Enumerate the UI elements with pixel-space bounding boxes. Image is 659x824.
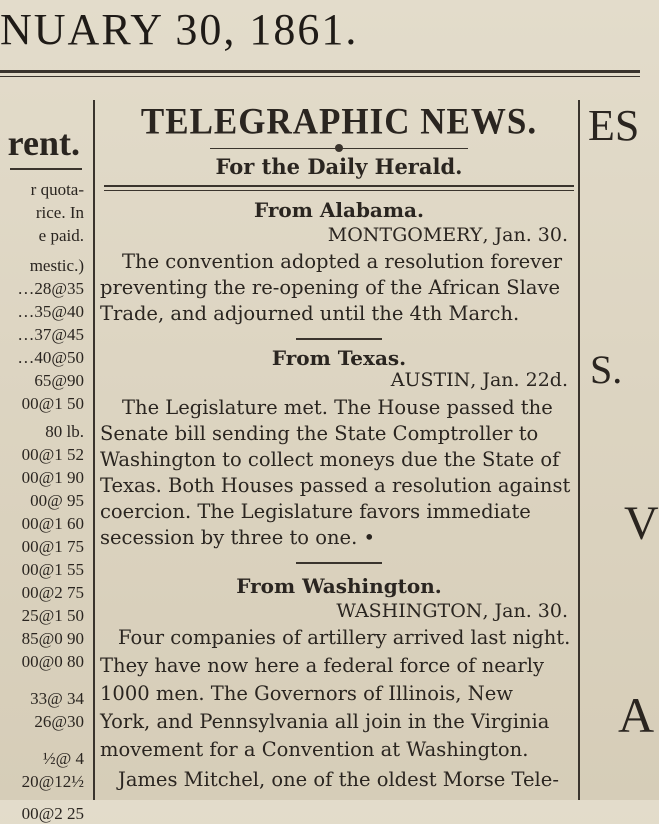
dateline-austin — [391, 369, 568, 391]
header-rule — [0, 70, 640, 73]
headline-fragment: A — [618, 687, 655, 743]
right-column-fragment — [580, 96, 659, 800]
list-item: …37@45 — [17, 325, 84, 344]
date-text: , Jan. 30. — [482, 224, 568, 246]
list-item: 33@ 34 — [30, 689, 84, 708]
list-item: 00@1 50 — [21, 394, 84, 413]
text-line: The convention adopted a resolution forever — [122, 250, 563, 273]
text-line: secession by three to one. • — [100, 526, 375, 549]
list-item: 25@1 50 — [21, 606, 84, 625]
list-item: e paid. — [38, 226, 84, 245]
text-line: preventing the re-opening of the African Slave — [100, 276, 561, 299]
section-title-washington: From Washington. — [236, 574, 442, 598]
text-line: They have now here a federal force of nearly — [100, 654, 544, 677]
list-item: 00@ 95 — [30, 491, 84, 510]
text-line: Washington to collect moneys due the State of — [100, 448, 560, 471]
dateline-montgomery — [328, 224, 568, 246]
place-name: WASHINGTON — [336, 600, 483, 622]
list-item: 00@2 75 — [21, 583, 84, 602]
section-title-texas: From Texas. — [271, 346, 407, 370]
text-line: York, and Pennsylvania all join in the Virginia — [100, 710, 550, 733]
section-title-alabama: From Alabama. — [254, 198, 424, 222]
list-item: r quota- — [30, 180, 84, 199]
headline-fragment: V — [624, 497, 659, 550]
left-column-heading: rent. — [7, 123, 80, 163]
text-line: James Mitchel, one of the oldest Morse Tele- — [118, 768, 559, 791]
header-rule-thin — [0, 76, 640, 77]
list-item: 00@1 90 — [21, 468, 84, 487]
list-item: 00@1 55 — [21, 560, 84, 579]
section-divider — [296, 338, 382, 340]
list-item: …28@35 — [17, 279, 84, 298]
left-heading-rule — [10, 168, 82, 170]
list-item: 20@12½ — [21, 772, 84, 791]
text-line: Trade, and adjourned until the 4th March. — [100, 302, 520, 325]
dateline-washington — [336, 600, 568, 622]
text-line: coercion. The Legislature favors immediate — [100, 500, 531, 523]
list-item: 00@1 75 — [21, 537, 84, 556]
text-line: Texas. Both Houses passed a resolution against — [100, 474, 571, 497]
text-line: movement for a Convention at Washington. — [100, 738, 529, 761]
place-name: MONTGOMERY — [327, 224, 483, 246]
list-item: 85@0 90 — [21, 629, 84, 648]
headline-fragment: ES — [588, 101, 640, 150]
place-name: AUSTIN — [390, 369, 471, 391]
list-item: 26@30 — [34, 712, 84, 731]
list-item: ½@ 4 — [42, 749, 84, 768]
ornament-dot — [335, 144, 343, 152]
list-item: rice. In — [35, 203, 84, 222]
date-text: , Jan. 22d. — [470, 369, 568, 391]
text-line: Senate bill sending the State Comptroller to — [100, 422, 539, 445]
masthead: TELEGRAPHIC NEWS. — [140, 101, 538, 142]
subhead: For the Daily Herald. — [215, 154, 463, 179]
subhead-rule — [104, 185, 574, 187]
list-item: 00@1 52 — [21, 445, 84, 464]
section-divider — [296, 562, 382, 564]
list-item: 80 lb. — [45, 422, 84, 441]
list-item: 00@0 80 — [21, 652, 84, 671]
date-text: , Jan. 30. — [482, 600, 568, 622]
list-item: 00@1 60 — [21, 514, 84, 533]
text-line: Four companies of artillery arrived last night. — [118, 626, 571, 649]
headline-fragment: S. — [590, 347, 623, 392]
left-column-price-list — [0, 96, 88, 823]
list-item: 00@2 25 — [21, 804, 84, 823]
column-rule-left — [93, 100, 95, 800]
text-line: The Legislature met. The House passed the — [122, 396, 553, 419]
list-item: 65@90 — [34, 371, 84, 390]
subhead-rule-thin — [104, 190, 574, 191]
list-item: …35@40 — [17, 302, 84, 321]
list-item: …40@50 — [17, 348, 84, 367]
text-line: 1000 men. The Governors of Illinois, New — [100, 682, 513, 705]
list-item: mestic.) — [29, 256, 84, 275]
dateline: NUARY 30, 1861. — [0, 5, 359, 54]
